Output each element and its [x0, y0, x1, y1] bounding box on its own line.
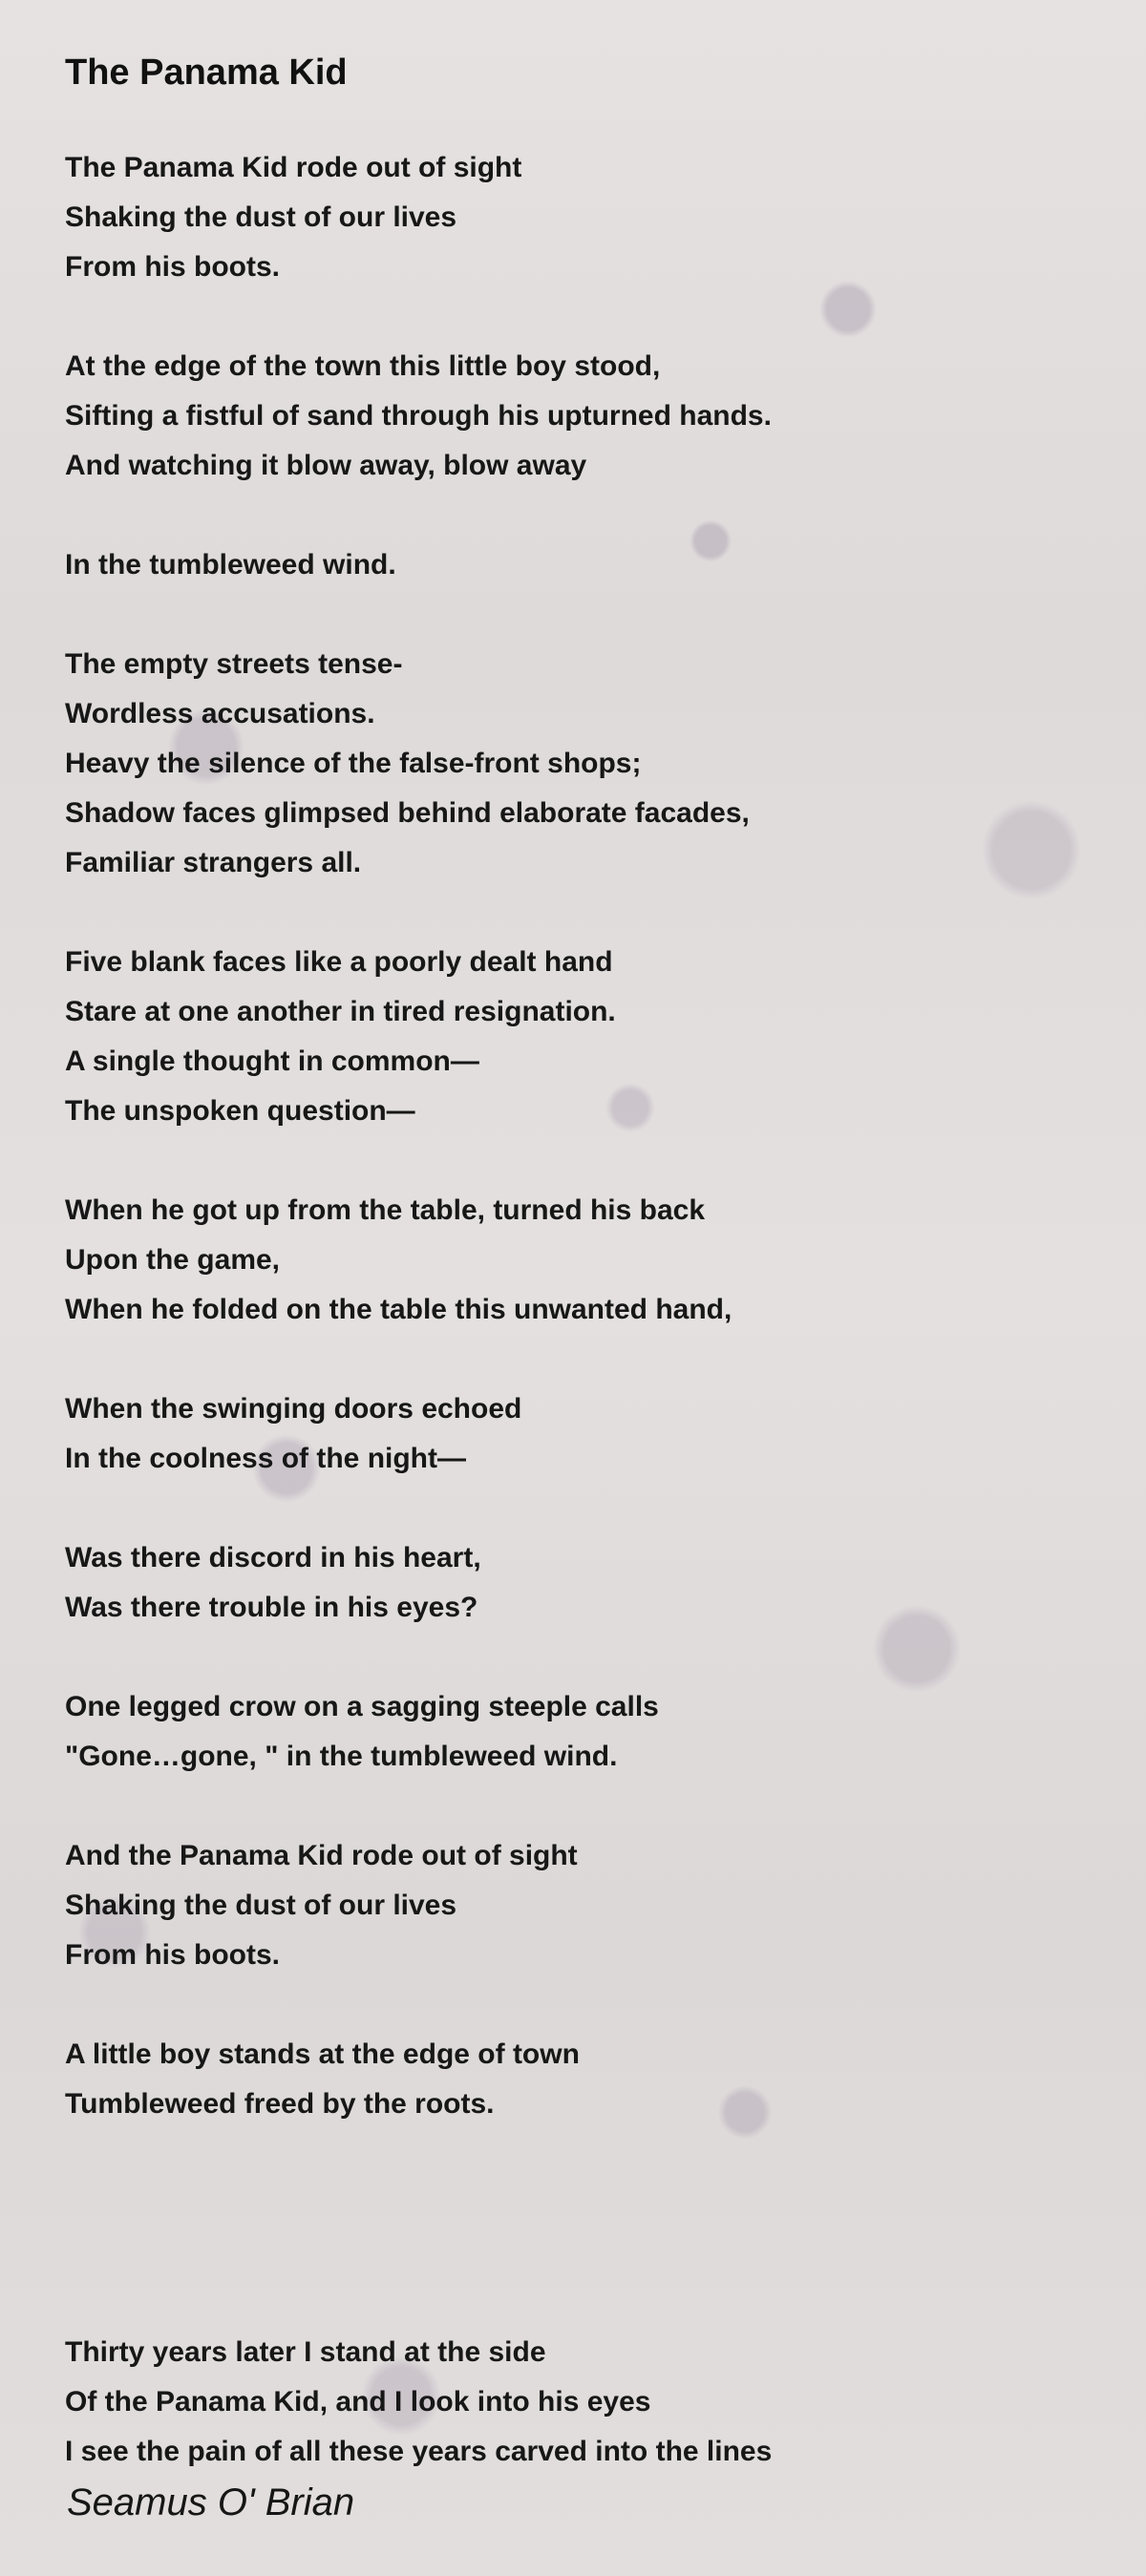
poem-blank-line [65, 1335, 1096, 1384]
poem-line: The empty streets tense- [65, 648, 403, 680]
poem-line: When he folded on the table this unwanted hand, [65, 1294, 732, 1325]
poem-line: Thirty years later I stand at the side [65, 2336, 546, 2368]
poem-line: Stare at one another in tired resignation. [65, 996, 616, 1027]
poem-line: Shaking the dust of our lives [65, 201, 457, 233]
poem-blank-line [65, 2278, 1096, 2328]
poem-line: Sifting a fistful of sand through his upturned hands. [65, 400, 772, 432]
poem-line: "Gone…gone, " in the tumbleweed wind. [65, 1741, 618, 1772]
poem-line: The unspoken question— [65, 1095, 415, 1127]
poem-blank-line [65, 2228, 1096, 2278]
poem-blank-line [65, 1782, 1096, 1831]
poem-line: Of the Panama Kid, and I look into his eyes [65, 2386, 651, 2418]
poem-line: A little boy stands at the edge of town [65, 2038, 580, 2070]
poem-line: Was there trouble in his eyes? [65, 1592, 478, 1623]
poem-blank-line [65, 1633, 1096, 1682]
poem-line: And the Panama Kid rode out of sight [65, 1840, 578, 1871]
poem-blank-line [65, 2179, 1096, 2228]
poem-blank-line [65, 888, 1096, 938]
poem-line: Familiar strangers all. [65, 847, 362, 878]
poem-author: Seamus O' Brian [67, 2481, 355, 2523]
poem-line: Shaking the dust of our lives [65, 1890, 457, 1921]
poem-blank-line [65, 491, 1096, 540]
poem-line: Wordless accusations. [65, 698, 375, 729]
poem-line: When he got up from the table, turned his back [65, 1194, 706, 1226]
poem-line: In the tumbleweed wind. [65, 549, 396, 581]
poem-body [65, 143, 1096, 2477]
poem-line: When the swinging doors echoed [65, 1393, 522, 1425]
poem-line: Tumbleweed freed by the roots. [65, 2088, 495, 2120]
poem-line: A single thought in common— [65, 1045, 479, 1077]
poem-line: Upon the game, [65, 1244, 281, 1276]
poem-line: In the coolness of the night— [65, 1443, 466, 1474]
poem-line: Shadow faces glimpsed behind elaborate facades, [65, 797, 750, 829]
poem-line: And watching it blow away, blow away [65, 450, 587, 481]
poem-line: The Panama Kid rode out of sight [65, 152, 522, 183]
poem-line: From his boots. [65, 1939, 280, 1971]
poem-blank-line [65, 1980, 1096, 2030]
poem-blank-line [65, 292, 1096, 342]
poem-blank-line [65, 2129, 1096, 2179]
poem-line: I see the pain of all these years carved into the lines [65, 2436, 773, 2467]
poem-blank-line [65, 1136, 1096, 1186]
poem-blank-line [65, 590, 1096, 640]
poem-line: Five blank faces like a poorly dealt hand [65, 946, 613, 978]
poem-title: The Panama Kid [65, 53, 348, 93]
poem-line: Was there discord in his heart, [65, 1542, 481, 1573]
poem-line: One legged crow on a sagging steeple calls [65, 1691, 659, 1722]
poem-blank-line [65, 1484, 1096, 1533]
poem-line: From his boots. [65, 251, 280, 283]
poem-line: Heavy the silence of the false-front shops; [65, 748, 642, 779]
poem-line: At the edge of the town this little boy stood, [65, 350, 661, 382]
